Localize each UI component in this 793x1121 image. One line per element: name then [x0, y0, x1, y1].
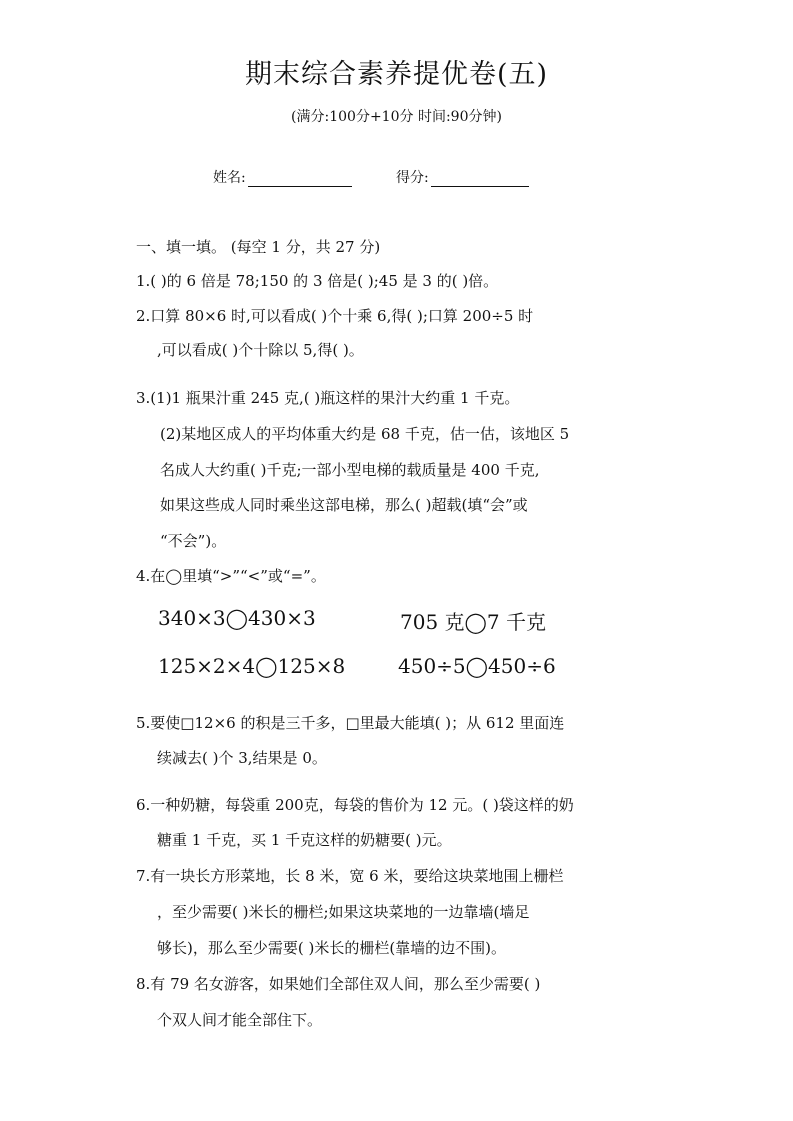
- question-2-line-2: ,可以看成( )个十除以 5,得( )。: [157, 341, 364, 359]
- comparison-item: 125×2×4◯125×8: [158, 654, 346, 678]
- score-label: 得分:: [396, 170, 429, 186]
- comparison-item: 705 克◯7 千克: [400, 610, 546, 634]
- question-5-line-2: 续减去( )个 3,结果是 0。: [157, 749, 327, 767]
- name-blank[interactable]: [248, 170, 352, 187]
- question-3-line-5: “不会”)。: [160, 532, 227, 550]
- question-3-line-2: (2)某地区成人的平均体重大约是 68 千克，估一估，该地区 5: [160, 425, 570, 443]
- comparison-item: 450÷5◯450÷6: [398, 654, 556, 678]
- question-3-line-1: 3.(1)1 瓶果汁重 245 克,( )瓶这样的果汁大约重 1 千克。: [136, 389, 520, 407]
- name-field: [213, 167, 352, 187]
- question-2-line-1: 2.口算 80×6 时,可以看成( )个十乘 6,得( );口算 200÷5 时: [136, 307, 534, 325]
- question-7-line-3: 够长)，那么至少需要( )米长的栅栏(靠墙的边不围)。: [157, 939, 507, 957]
- question-1: 1.( )的 6 倍是 78;150 的 3 倍是( );45 是 3 的( )倍。: [136, 272, 499, 290]
- question-6-line-2: 糖重 1 千克，买 1 千克这样的奶糖要( )元。: [157, 831, 452, 849]
- question-5-line-1: 5.要使□12×6 的积是三千多，□里最大能填( )；从 612 里面连: [136, 714, 565, 732]
- question-7-line-2: ，至少需要( )米长的栅栏;如果这块菜地的一边靠墙(墙足: [157, 903, 530, 921]
- section-1-title: 一、填一填。 (每空 1 分，共 27 分): [136, 238, 381, 256]
- question-7-line-1: 7.有一块长方形菜地，长 8 米，宽 6 米，要给这块菜地围上栅栏: [136, 867, 564, 885]
- score-blank[interactable]: [431, 170, 529, 187]
- question-3-line-3: 名成人大约重( )千克;一部小型电梯的载质量是 400 千克,: [160, 461, 540, 479]
- question-8-line-1: 8.有 79 名女游客，如果她们全部住双人间，那么至少需要( ): [136, 975, 541, 993]
- question-8-line-2: 个双人间才能全部住下。: [157, 1011, 323, 1029]
- name-label: 姓名:: [213, 170, 246, 186]
- exam-subtitle: (满分:100分+10分 时间:90分钟): [291, 109, 502, 125]
- question-6-line-1: 6.一种奶糖，每袋重 200克，每袋的售价为 12 元。( )袋这样的奶: [136, 796, 574, 814]
- question-4: 4.在◯里填“>”“<”或“=”。: [136, 567, 326, 585]
- question-3-line-4: 如果这些成人同时乘坐这部电梯，那么( )超载(填“会”或: [160, 496, 528, 514]
- page-title: 期末综合素养提优卷(五): [244, 59, 549, 90]
- score-field: [396, 167, 529, 187]
- comparison-item: 340×3◯430×3: [158, 606, 316, 630]
